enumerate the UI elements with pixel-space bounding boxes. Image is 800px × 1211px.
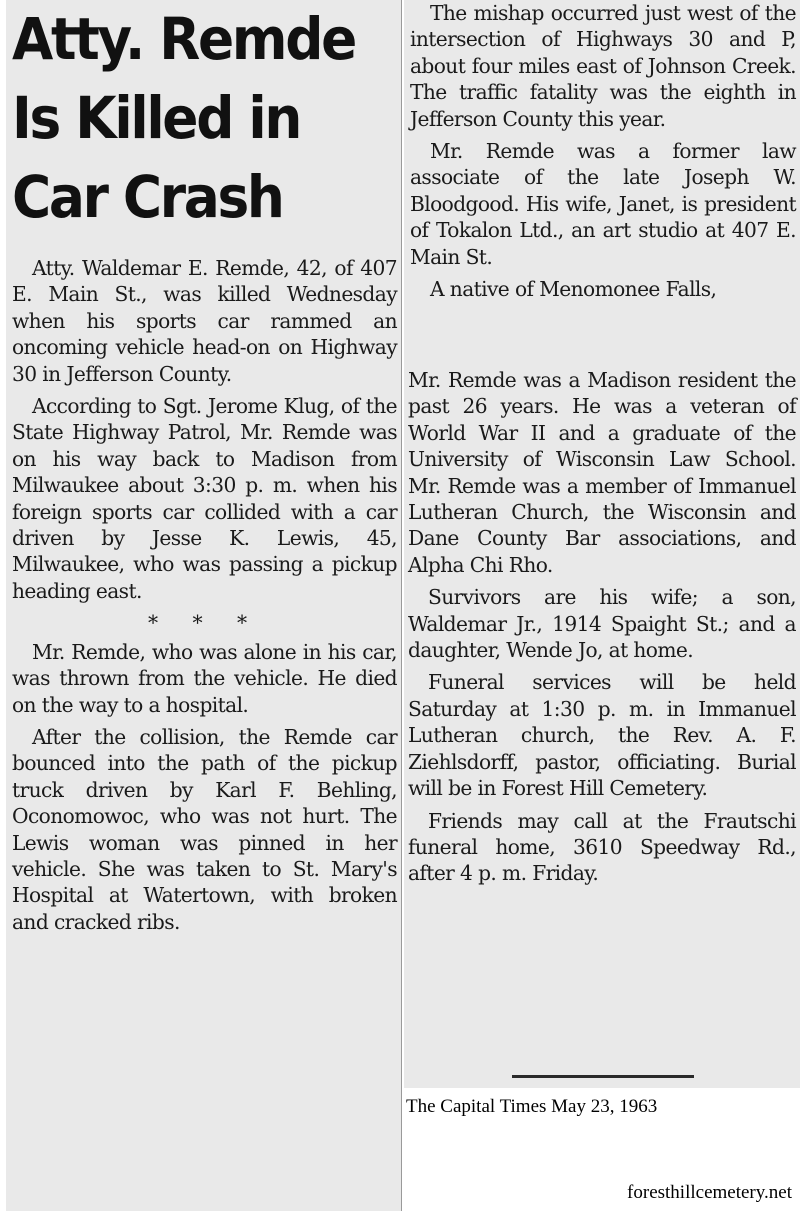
headline-line: Is Killed in <box>12 84 301 152</box>
article-paragraph: Mr. Remde was a Madison resident the past 26 years. He was a veteran of World War II and a graduate of the University of Wisconsin Law School. Mr. Remde was a member of Immanuel Lutheran Church, the Wisconsin and Dane County Bar associations, and Alpha Chi Rho. <box>408 368 796 577</box>
article-paragraph: A native of Menomonee Falls, <box>430 277 717 302</box>
article-left-column <box>6 0 402 1211</box>
article-paragraph: Survivors are his wife; a son, Waldemar Jr., 1914 Spaight St.; and a daughter, Wende Jo, at home. <box>408 585 796 663</box>
headline-line: Atty. Remde <box>12 5 356 73</box>
article-right-column-bottom <box>404 367 800 1088</box>
site-credit: foresthillcemetery.net <box>627 1182 792 1203</box>
article-paragraph: According to Sgt. Jerome Klug, of the State Highway Patrol, Mr. Remde was on his way back to Madison from Milwaukee about 3:30 p. m. when his foreign sports car collided with a car driven by Jesse K. Lewis, 45, Milwaukee, who was passing a pickup heading east. <box>12 394 397 603</box>
headline-line: Car Crash <box>12 163 283 231</box>
article-paragraph: Friends may call at the Frautschi funeral home, 3610 Speedway Rd., after 4 p. m. Friday. <box>408 808 796 886</box>
article-paragraph: After the collision, the Remde car bounced into the path of the pickup truck driven by Karl F. Behling, Oconomowoc, who was not hurt. The Lewis woman was pinned in her vehicle. She was taken to St. Mary's Hospital at Watertown, with broken and cracked ribs. <box>12 724 397 934</box>
article-paragraph: Mr. Remde, who was alone in his car, was thrown from the vehicle. He died on the way to a hospital. <box>12 639 397 717</box>
article-paragraph: Atty. Waldemar E. Remde, 42, of 407 E. Main St., was killed Wednesday when his sports car rammed an oncoming vehicle head-on on Highway 30 in Jefferson County. <box>12 256 397 386</box>
article-right-column-top <box>404 0 800 367</box>
article-paragraph: Mr. Remde was a former law associate of the late Joseph W. Bloodgood. His wife, Janet, is president of Tokalon Ltd., an art studio at 407 E. Main St. <box>410 139 796 269</box>
source-caption: The Capital Times May 23, 1963 <box>406 1096 658 1117</box>
article-paragraph: The mishap occurred just west of the intersection of Highways 30 and P, about four miles east of Johnson Creek. The traffic fatality was the eighth in Jefferson County this year. <box>410 1 796 131</box>
section-separator: * * * <box>147 611 262 636</box>
end-rule <box>512 1075 694 1078</box>
headline <box>12 0 398 237</box>
article-paragraph: Funeral services will be held Saturday at 1:30 p. m. in Immanuel Lutheran church, the Rev. A. F. Ziehlsdorff, pastor, officiating. Burial will be in Forest Hill Cemetery. <box>408 670 796 801</box>
